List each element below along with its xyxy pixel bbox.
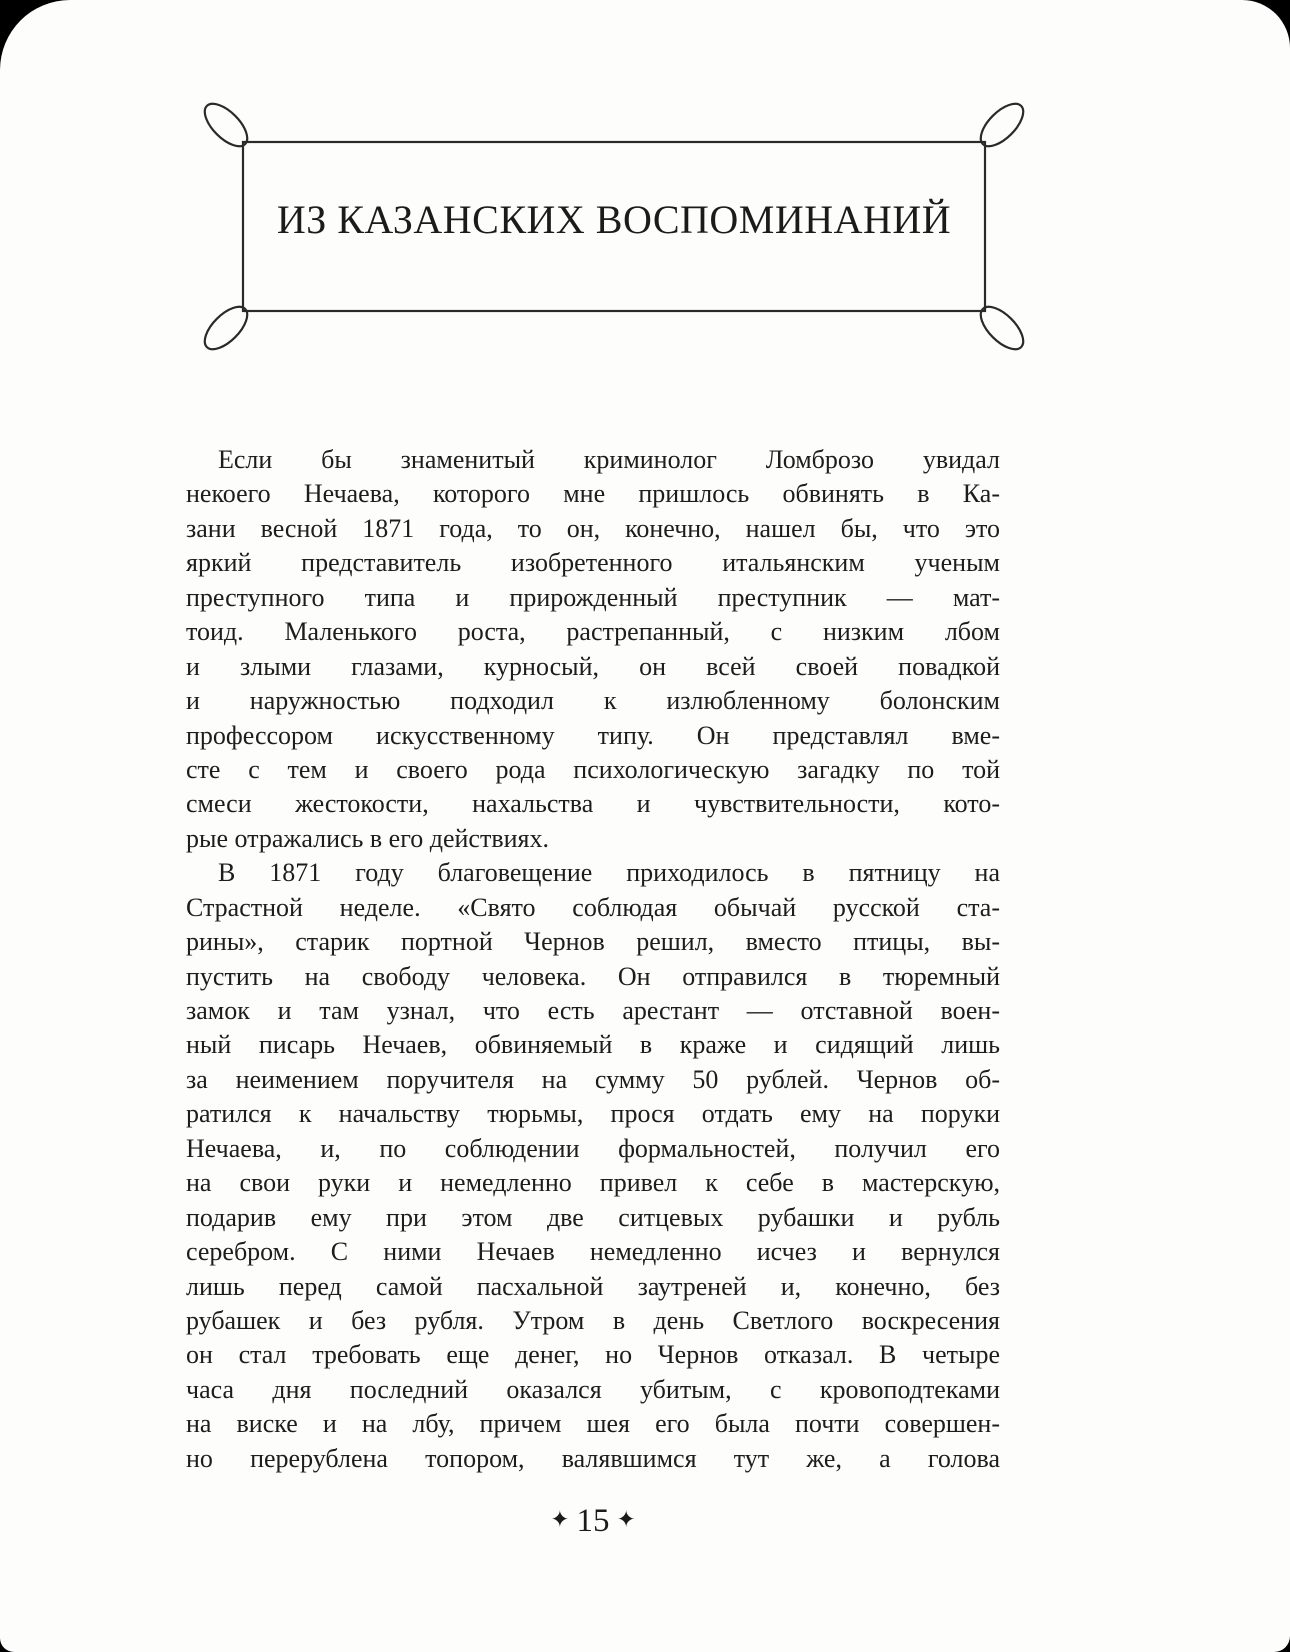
text-line: В 1871 году благовещение приходилось в пятницу на bbox=[218, 858, 1000, 888]
text-line: часа дня последний оказался убитым, с кровоподтеками bbox=[186, 1374, 1000, 1404]
text-line: и злыми глазами, курносый, он всей своей повадкой bbox=[186, 651, 1000, 681]
text-line: Нечаева, и, по соблюдении формальностей, получил его bbox=[186, 1133, 1000, 1163]
text-line: ратился к начальству тюрьмы, прося отдать ему на поруки bbox=[186, 1099, 1000, 1129]
diamond-icon: ✦ bbox=[550, 1507, 570, 1532]
text-line: пустить на свободу человека. Он отправился в тюремный bbox=[186, 961, 1000, 991]
text-line: некоего Нечаева, которого мне пришлось обвинять в Ка- bbox=[186, 479, 1000, 509]
text-line: рины», старик портной Чернов решил, вместо птицы, вы- bbox=[186, 927, 1000, 957]
text-line: замок и там узнал, что есть арестант — отставной воен- bbox=[186, 996, 1000, 1025]
text-line: Если бы знаменитый криминолог Ломброзо увидал bbox=[218, 445, 1000, 474]
text-line: ный писарь Нечаев, обвиняемый в краже и сидящий лишь bbox=[186, 1030, 1000, 1060]
text-line: зани весной 1871 года, то он, конечно, нашел бы, что это bbox=[186, 513, 1000, 543]
text-line: смеси жестокости, нахальства и чувствительности, кото- bbox=[186, 789, 1000, 819]
text-line: но перерублена топором, валявшимся тут же, а голова bbox=[186, 1443, 1000, 1473]
text-line: подарив ему при этом две ситцевых рубашки и рубль bbox=[186, 1202, 1000, 1232]
text-line: профессором искусственному типу. Он представлял вме- bbox=[186, 720, 1000, 750]
text-line: и наружностью подходил к излюбленному болонским bbox=[186, 686, 1000, 716]
page-number: 15 bbox=[576, 1503, 610, 1539]
text-line: сте с тем и своего рода психологическую загадку по той bbox=[186, 754, 1000, 784]
text-line: за неимением поручителя на сумму 50 рублей. Чернов об- bbox=[186, 1064, 1000, 1094]
body-text bbox=[186, 443, 1000, 1476]
text-line: на виске и на лбу, причем шея его была почти совершен- bbox=[186, 1409, 1000, 1439]
page-footer bbox=[186, 1503, 1000, 1540]
text-line: рые отражались в его действиях. bbox=[186, 823, 549, 853]
text-line: Страстной неделе. «Свято соблюдая обычай русской ста- bbox=[186, 892, 1000, 922]
diamond-icon: ✦ bbox=[616, 1507, 636, 1532]
text-line: лишь перед самой пасхальной заутреней и, конечно, без bbox=[186, 1271, 1000, 1301]
text-line: тоид. Маленького роста, растрепанный, с низким лбом bbox=[186, 617, 1000, 647]
text-line: серебром. С ними Нечаев немедленно исчез и вернулся bbox=[186, 1237, 1000, 1267]
text-line: яркий представитель изобретенного итальянским ученым bbox=[186, 548, 1000, 578]
text-line: преступного типа и прирожденный преступник — мат- bbox=[186, 582, 1000, 612]
text-line: на свои руки и немедленно привел к себе в мастерскую, bbox=[186, 1168, 1000, 1198]
text-line: рубашек и без рубля. Утром в день Светлого воскресения bbox=[186, 1305, 1000, 1335]
chapter-title: ИЗ КАЗАНСКИХ ВОСПОМИНАНИЙ bbox=[276, 197, 952, 242]
text-line: он стал требовать еще денег, но Чернов отказал. В четыре bbox=[186, 1340, 1000, 1370]
